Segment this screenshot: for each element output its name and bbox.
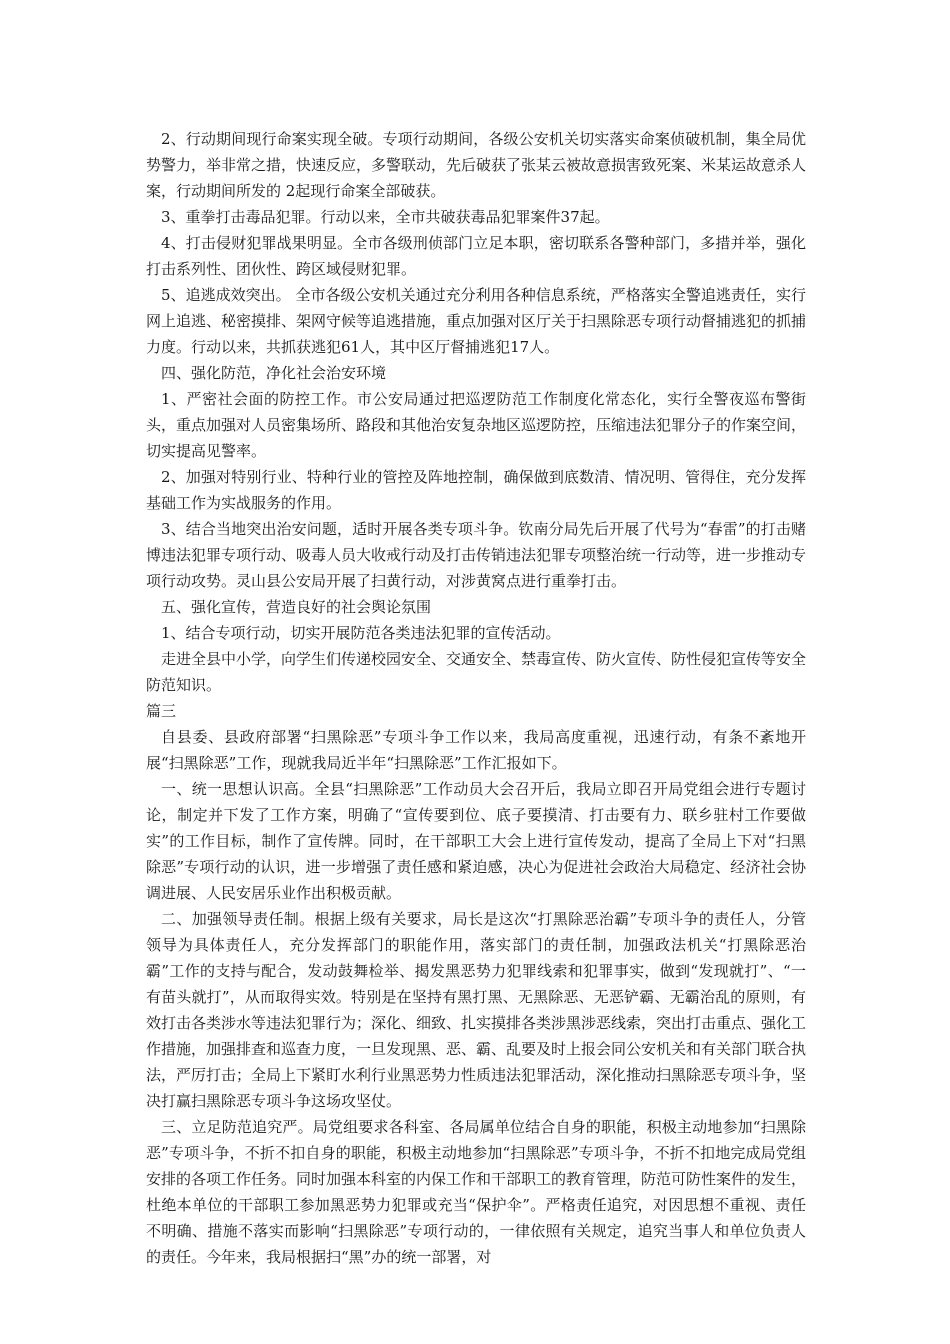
paragraph: 3、结合当地突出治安问题，适时开展各类专项斗争。钦南分局先后开展了代号为“春雷”的打击赌博违法犯罪专项行动、吸毒人员大收戒行动及打击传销违法犯罪专项整治统一行动等，进一步推动专项行动攻势。灵山县公安局开展了扫黄行动，对涉黄窝点进行重拳打击。 — [146, 520, 807, 590]
section-heading: 五、强化宣传，营造良好的社会舆论氛围 — [161, 598, 432, 616]
paragraph: 一、统一思想认识高。全县“扫黑除恶”工作动员大会召开后，我局立即召开局党组会进行专题讨论，制定并下发了工作方案，明确了“宣传要到位、底子要摸清、打击要有力、联乡驻村工作要做实”的工作目标，制作了宣传牌。同时，在干部职工大会上进行宣传发动，提高了全局上下对“扫黑除恶”专项行动的认识，进一步增强了责任感和紧迫感，决心为促进社会政治大局稳定、经济社会协调进展、人民安居乐业作出积极贡献。 — [146, 780, 806, 902]
paragraph: 2、行动期间现行命案实现全破。专项行动期间，各级公安机关切实落实命案侦破机制，集全局优势警力，举非常之措，快速反应，多警联动，先后破获了张某云被故意损害致死案、米某运故意杀人案，行动期间所发的 2起现行命案全部破获。 — [146, 130, 807, 200]
paragraph: 二、加强领导责任制。根据上级有关要求，局长是这次“打黑除恶治霸”专项斗争的责任人，分管领导为具体责任人，充分发挥部门的职能作用，落实部门的责任制，加强政法机关“打黑除恶治霸”工作的支持与配合，发动鼓舞检举、揭发黑恶势力犯罪线索和犯罪事实，做到“发现就打”、“一有苗头就打”，从而取得实效。特别是在坚持有黑打黑、无黑除恶、无恶铲霸、无霸治乱的原则，有效打击各类涉水等违法犯罪行为；深化、细致、扎实摸排各类涉黑涉恶线索，突出打击重点、强化工作措施，加强排查和巡查力度，一旦发现黑、恶、霸、乱要及时上报会同公安机关和有关部门联合执法，严厉打击；全局上下紧盯水利行业黑恶势力性质违法犯罪活动，深化推动扫黑除恶专项斗争，坚决打赢扫黑除恶专项斗争这场攻坚仗。 — [146, 910, 807, 1110]
part-label: 篇三 — [146, 702, 177, 720]
paragraph: 自县委、县政府部署“扫黑除恶”专项斗争工作以来，我局高度重视，迅速行动，有条不紊地开展“扫黑除恶”工作，现就我局近半年“扫黑除恶”工作汇报如下。 — [146, 728, 806, 772]
paragraph: 5、追逃成效突出。 全市各级公安机关通过充分利用各种信息系统，严格落实全警追逃责任，实行网上追逃、秘密摸排、架网守候等追逃措施，重点加强对区厅关于扫黑除恶专项行动督捕逃犯的抓捕力度。行动以来，共抓获逃犯61人，其中区厅督捕逃犯17人。 — [146, 286, 807, 356]
document-body — [146, 126, 806, 1270]
paragraph: 4、打击侵财犯罪战果明显。全市各级刑侦部门立足本职，密切联系各警种部门，多措并举，强化打击系列性、团伙性、跨区域侵财犯罪。 — [146, 234, 806, 278]
paragraph: 三、立足防范追究严。局党组要求各科室、各局属单位结合自身的职能，积极主动地参加“扫黑除恶”专项斗争，不折不扣自身的职能，积极主动地参加“扫黑除恶”专项斗争，不折不扣地完成局党组安排的各项工作任务。同时加强本科室的内保工作和干部职工的教育管理，防范可防性案件的发生，杜绝本单位的干部职工参加黑恶势力犯罪或充当“保护伞”。严格责任追究，对因思想不重视、责任不明确、措施不落实而影响“扫黑除恶”专项行动的，一律依照有关规定，追究当事人和单位负责人的责任。今年来，我局根据扫“黑”办的统一部署，对 — [146, 1118, 807, 1266]
paragraph: 3、重拳打击毒品犯罪。行动以来，全市共破获毒品犯罪案件37起。 — [161, 208, 610, 226]
paragraph: 1、严密社会面的防控工作。市公安局通过把巡逻防范工作制度化常态化，实行全警夜巡布警街头，重点加强对人员密集场所、路段和其他治安复杂地区巡逻防控，压缩违法犯罪分子的作案空间，切实提高见警率。 — [146, 390, 807, 460]
paragraph: 走进全县中小学，向学生们传递校园安全、交通安全、禁毒宣传、防火宣传、防性侵犯宣传等安全防范知识。 — [146, 650, 807, 694]
paragraph: 1、结合专项行动，切实开展防范各类违法犯罪的宣传活动。 — [161, 624, 561, 642]
section-heading: 四、强化防范，净化社会治安环境 — [161, 364, 387, 382]
paragraph: 2、加强对特别行业、特种行业的管控及阵地控制，确保做到底数清、情况明、管得住，充分发挥基础工作为实战服务的作用。 — [146, 468, 806, 512]
